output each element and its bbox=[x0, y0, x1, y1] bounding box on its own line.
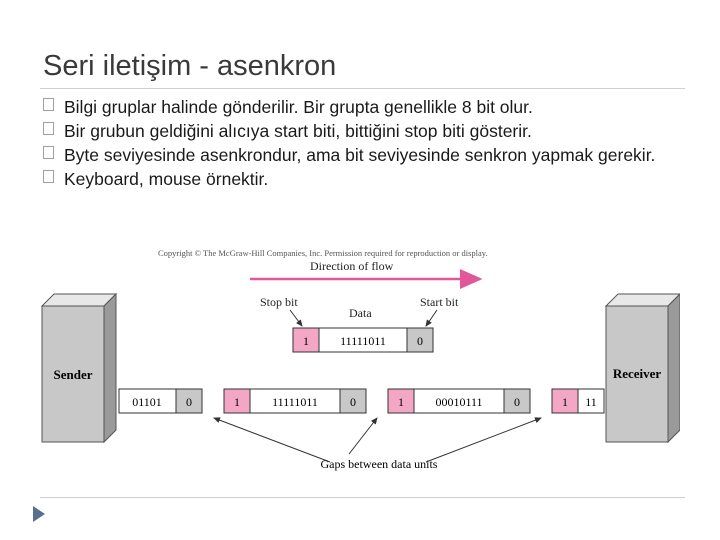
frame2-data-value: 00010111 bbox=[435, 395, 483, 409]
top-start-bit-value: 0 bbox=[417, 334, 423, 348]
direction-label: Direction of flow bbox=[310, 259, 394, 273]
bullet-item bbox=[43, 120, 683, 142]
bullet-text: Bilgi gruplar halinde gönderilir. Bir grupta genellikle 8 bit olur. bbox=[64, 97, 533, 117]
top-stop-bit-value: 1 bbox=[303, 334, 309, 348]
sender-label: Sender bbox=[53, 367, 93, 382]
sender-box-top bbox=[42, 294, 116, 306]
bullet-square-icon bbox=[43, 170, 54, 183]
bullet-square-icon bbox=[43, 146, 54, 159]
data-label: Data bbox=[349, 306, 372, 320]
receiver-box-side bbox=[668, 294, 680, 442]
line-sender-data-value: 01101 bbox=[132, 395, 162, 409]
frame2-stop-value: 1 bbox=[398, 395, 404, 409]
bullet-item bbox=[43, 168, 683, 190]
sender-box-side bbox=[104, 294, 116, 442]
bullet-item bbox=[43, 144, 683, 166]
frame1-start-value: 0 bbox=[350, 395, 356, 409]
frame1-data-value: 11111011 bbox=[272, 395, 318, 409]
triangle-nav-icon bbox=[33, 506, 45, 522]
line-receiver-data-value: 11 bbox=[585, 395, 597, 409]
copyright-text: Copyright © The McGraw-Hill Companies, Inc. Permission required for reproduction or display. bbox=[158, 248, 488, 258]
line-sender-start-value: 0 bbox=[186, 395, 192, 409]
slide-title: Seri iletişim - asenkron bbox=[43, 50, 337, 82]
title-divider bbox=[40, 88, 685, 89]
gaps-label: Gaps between data units bbox=[320, 457, 438, 471]
async-transmission-figure bbox=[34, 240, 680, 484]
bullet-square-icon bbox=[43, 122, 54, 135]
start-bit-label: Start bit bbox=[420, 295, 459, 309]
bullet-list bbox=[43, 96, 683, 228]
frame2-start-value: 0 bbox=[514, 395, 520, 409]
receiver-label: Receiver bbox=[612, 366, 662, 381]
footer-divider bbox=[40, 497, 685, 498]
figure-svg bbox=[34, 240, 680, 484]
bullet-text: Bir grubun geldiğini alıcıya start biti, bittiğini stop biti gösterir. bbox=[64, 121, 532, 141]
stop-bit-label: Stop bit bbox=[260, 295, 298, 309]
receiver-box-top bbox=[606, 294, 680, 306]
top-data-value: 11111011 bbox=[340, 334, 386, 348]
line-receiver-stop-value: 1 bbox=[562, 395, 568, 409]
bullet-text: Byte seviyesinde asenkrondur, ama bit seviyesinde senkron yapmak gerekir. bbox=[64, 145, 656, 165]
bullet-item bbox=[43, 96, 683, 118]
bullet-square-icon bbox=[43, 98, 54, 111]
frame1-stop-value: 1 bbox=[234, 395, 240, 409]
bullet-text: Keyboard, mouse örnektir. bbox=[64, 169, 269, 189]
